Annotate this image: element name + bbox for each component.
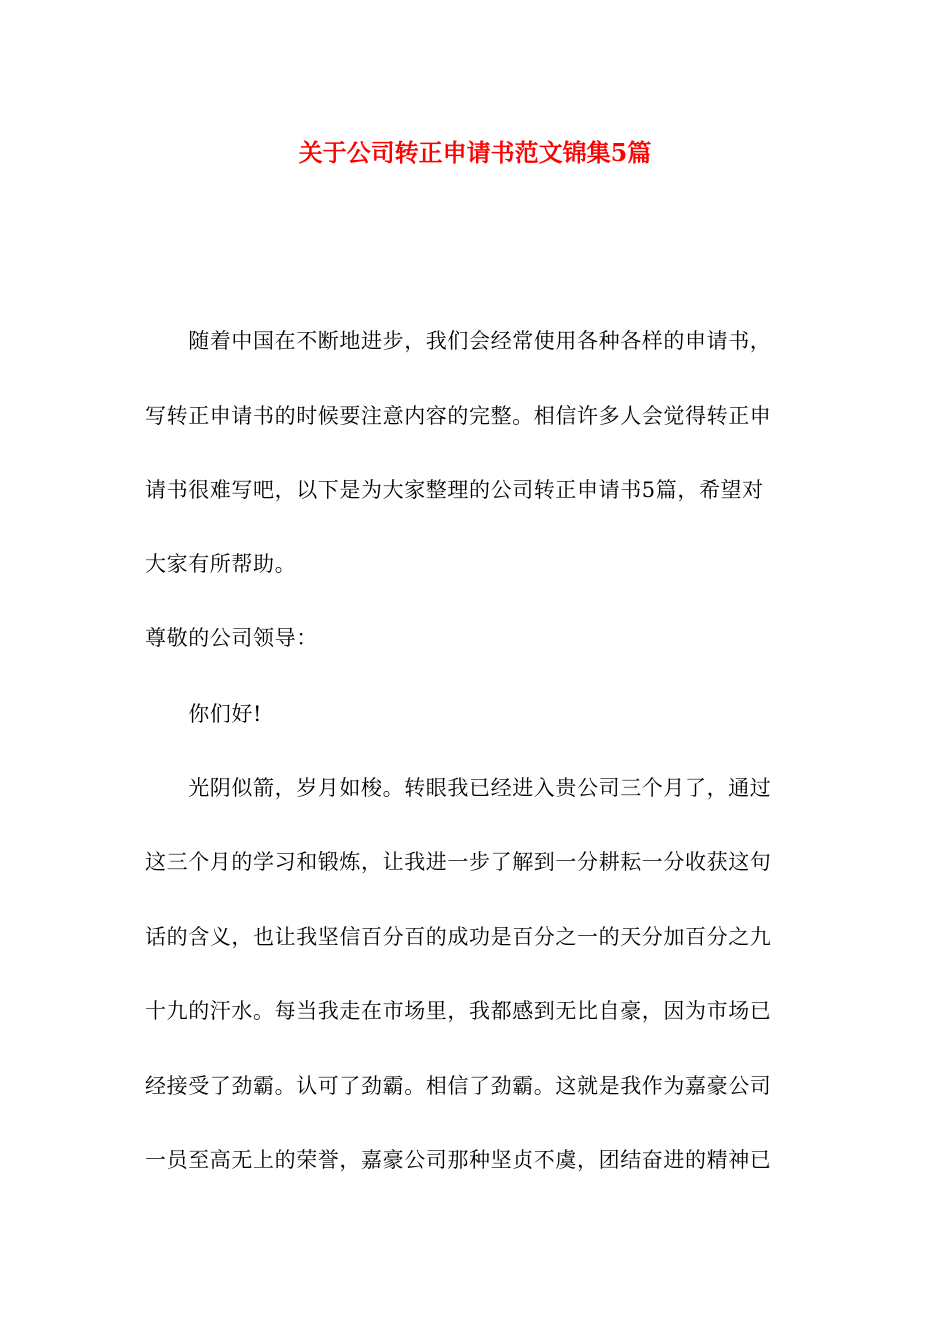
paragraph-line: 十九的汗水。每当我走在市场里，我都感到无比自豪，因为市场已 [145, 999, 772, 1023]
greeting-line: 你们好! [145, 702, 263, 726]
document-title: 关于公司转正申请书范文锦集5篇 [298, 138, 652, 167]
paragraph-line: 话的含义，也让我坚信百分百的成功是百分之一的天分加百分之九 [145, 925, 772, 949]
paragraph-line: 这三个月的学习和锻炼，让我进一步了解到一分耕耘一分收获这句 [145, 850, 772, 874]
paragraph-line: 大家有所帮助。 [145, 552, 297, 576]
paragraph-line: 一员至高无上的荣誉，嘉豪公司那种坚贞不虞，团结奋进的精神已 [145, 1148, 772, 1172]
paragraph-line: 写转正申请书的时候要注意内容的完整。相信许多人会觉得转正申 [145, 404, 772, 428]
paragraph-line: 经接受了劲霸。认可了劲霸。相信了劲霸。这就是我作为嘉豪公司 [145, 1074, 772, 1098]
salutation-line: 尊敬的公司领导： [145, 626, 318, 650]
paragraph-line: 请书很难写吧，以下是为大家整理的公司转正申请书5篇，希望对 [145, 478, 764, 502]
paragraph-line: 光阴似箭，岁月如梭。转眼我已经进入贵公司三个月了，通过 [145, 776, 772, 800]
paragraph-line: 随着中国在不断地进步，我们会经常使用各种各样的申请书， [145, 329, 772, 353]
